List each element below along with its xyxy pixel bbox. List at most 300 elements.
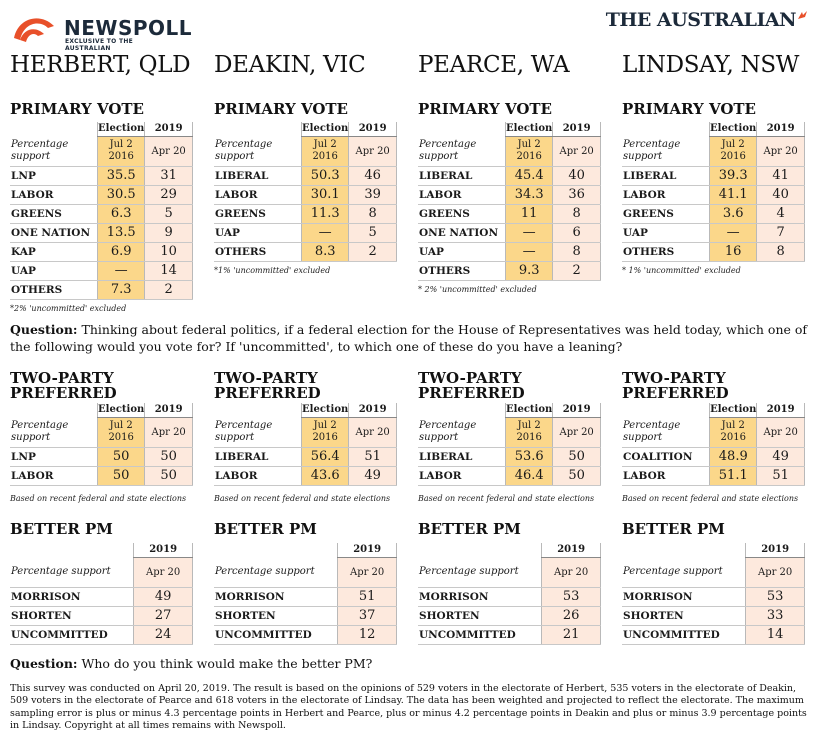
value-2016: 16	[710, 242, 757, 261]
value-2016: 50	[98, 466, 145, 485]
date-2019: Apr 20	[542, 557, 601, 587]
section-title-line-2: PREFERRED	[10, 384, 117, 402]
value-2016: 9.3	[506, 261, 553, 280]
row-label: UAP	[10, 261, 98, 280]
support-label: Percentage support	[418, 557, 542, 587]
header-blank	[418, 403, 506, 417]
results-table	[214, 403, 397, 486]
table-header-row	[418, 403, 601, 417]
value-2019: 5	[349, 223, 397, 242]
results-table	[10, 543, 193, 645]
header-year: 2019	[349, 122, 397, 136]
better-pm-section	[622, 522, 812, 645]
value-2016: 7.3	[98, 280, 145, 299]
section-title	[622, 371, 812, 401]
date-2019: Apr 20	[145, 417, 193, 447]
value-2016: —	[506, 223, 553, 242]
header-election: Election	[98, 123, 145, 135]
header-election: Election	[710, 123, 757, 135]
header-year: 2019	[134, 543, 193, 557]
header-election: Election	[98, 404, 145, 416]
table-row	[418, 242, 601, 261]
question-text: Who do you think would make the better PM?	[77, 656, 373, 671]
table-header-row	[10, 543, 193, 557]
support-row	[214, 136, 397, 166]
question-text: Thinking about federal politics, if a federal election for the House of Representatives was held today, which one of the following would you vote for? If 'uncommitted', to which one of these do you have a leaning?	[10, 322, 808, 354]
header-year: 2019	[145, 403, 193, 417]
table-row	[10, 587, 193, 606]
electorate-name: DEAKIN, VIC	[214, 52, 366, 78]
support-label: Percentage support	[214, 417, 302, 447]
value-2019: 5	[145, 204, 193, 223]
table-header-row	[214, 403, 397, 417]
row-label: OTHERS	[10, 280, 98, 299]
page-header	[0, 0, 818, 50]
logo-title: NEWSPOLL	[64, 16, 193, 40]
primary-vote-section	[214, 102, 404, 275]
value-2016: 45.4	[506, 166, 553, 185]
section-title-line-1: TWO-PARTY	[622, 369, 726, 387]
value-2016: —	[506, 242, 553, 261]
table-row	[214, 625, 397, 644]
value-2016: 3.6	[710, 204, 757, 223]
table-header-row	[622, 122, 805, 136]
support-row	[10, 136, 193, 166]
header-blank	[622, 122, 710, 136]
table-row	[10, 261, 193, 280]
row-label: LABOR	[622, 466, 710, 485]
electorate-name: HERBERT, QLD	[10, 52, 191, 78]
row-label: LIBERAL	[214, 166, 302, 185]
row-label: LIBERAL	[418, 166, 506, 185]
row-label: LABOR	[418, 185, 506, 204]
question-lead: Question:	[10, 656, 78, 671]
value-2016: —	[302, 223, 349, 242]
header-year: 2019	[542, 543, 601, 557]
results-table	[622, 543, 805, 645]
row-label: LIBERAL	[622, 166, 710, 185]
date-2016: Jul 2 2016	[506, 136, 553, 166]
primary-note: * 2% 'uncommitted' excluded	[418, 284, 537, 294]
table-row	[418, 223, 601, 242]
table-row	[10, 625, 193, 644]
value-2016: 11	[506, 204, 553, 223]
electorate-name: LINDSAY, NSW	[622, 52, 800, 78]
value-2019: 39	[349, 185, 397, 204]
support-label: Percentage support	[214, 136, 302, 166]
support-label: Percentage support	[214, 557, 338, 587]
question-better-pm	[10, 655, 810, 672]
section-title: PRIMARY VOTE	[622, 100, 756, 118]
section-title	[418, 371, 608, 401]
section-title	[214, 371, 404, 401]
row-label: UAP	[214, 223, 302, 242]
table-row	[214, 587, 397, 606]
header-year: 2019	[349, 403, 397, 417]
table-row	[418, 166, 601, 185]
value-2019: 51	[338, 587, 397, 606]
value-2019: 51	[757, 466, 805, 485]
table-row	[214, 466, 397, 485]
table-row	[214, 223, 397, 242]
table-row	[418, 587, 601, 606]
value-2016: 53.6	[506, 447, 553, 466]
electorate-column	[622, 50, 812, 642]
results-table	[214, 543, 397, 645]
date-2016: Jul 2 2016	[710, 136, 757, 166]
header-blank	[418, 122, 506, 136]
results-table	[10, 122, 193, 300]
two-party-preferred-section	[10, 371, 200, 503]
header-blank	[214, 122, 302, 136]
table-row	[622, 242, 805, 261]
tpp-note: Based on recent federal and state elections	[418, 493, 595, 503]
support-label: Percentage support	[418, 417, 506, 447]
row-label: SHORTEN	[622, 606, 746, 625]
results-table	[214, 122, 397, 262]
results-table	[418, 543, 601, 645]
support-row	[418, 136, 601, 166]
table-row	[622, 625, 805, 644]
row-label: MORRISON	[214, 587, 338, 606]
date-2019: Apr 20	[553, 417, 601, 447]
header-election: Election	[506, 404, 553, 416]
row-label: MORRISON	[418, 587, 542, 606]
row-label: LABOR	[418, 466, 506, 485]
date-2019: Apr 20	[553, 136, 601, 166]
value-2019: 50	[553, 466, 601, 485]
support-label: Percentage support	[10, 557, 134, 587]
publication-name: THE AUSTRALIAN	[605, 9, 796, 31]
tpp-note: Based on recent federal and state elections	[214, 493, 391, 503]
section-title	[10, 371, 200, 401]
row-label: GREENS	[418, 204, 506, 223]
support-row	[622, 136, 805, 166]
table-row	[10, 223, 193, 242]
section-title: PRIMARY VOTE	[214, 100, 348, 118]
table-row	[418, 625, 601, 644]
electorate-name: PEARCE, WA	[418, 52, 570, 78]
section-title-line-1: TWO-PARTY	[418, 369, 522, 387]
table-header-row	[214, 122, 397, 136]
two-party-preferred-section	[622, 371, 812, 503]
value-2016: 30.1	[302, 185, 349, 204]
row-label: KAP	[10, 242, 98, 261]
value-2019: 50	[145, 447, 193, 466]
primary-note: * 1% 'uncommitted' excluded	[622, 265, 741, 275]
value-2019: 8	[553, 204, 601, 223]
value-2016: 30.5	[98, 185, 145, 204]
row-label: UNCOMMITTED	[10, 625, 134, 644]
value-2019: 49	[134, 587, 193, 606]
two-party-preferred-section	[214, 371, 404, 503]
electorate-column	[418, 50, 608, 642]
date-2019: Apr 20	[757, 136, 805, 166]
value-2019: 14	[746, 625, 805, 644]
table-row	[214, 447, 397, 466]
value-2019: 50	[553, 447, 601, 466]
date-2019: Apr 20	[757, 417, 805, 447]
row-label: UAP	[622, 223, 710, 242]
bird-icon	[797, 10, 808, 21]
table-row	[10, 447, 193, 466]
table-row	[10, 185, 193, 204]
table-row	[622, 166, 805, 185]
header-blank	[214, 543, 338, 557]
header-year: 2019	[553, 122, 601, 136]
table-row	[10, 606, 193, 625]
newspoll-logo	[10, 10, 193, 52]
value-2019: 24	[134, 625, 193, 644]
row-label: ONE NATION	[418, 223, 506, 242]
results-table	[622, 403, 805, 486]
row-label: UNCOMMITTED	[214, 625, 338, 644]
primary-note: *2% 'uncommitted' excluded	[10, 303, 127, 313]
value-2016: 8.3	[302, 242, 349, 261]
row-label: LNP	[10, 166, 98, 185]
newspoll-mark-icon	[10, 12, 58, 46]
two-party-preferred-section	[418, 371, 608, 503]
results-table	[622, 122, 805, 262]
value-2016: 6.3	[98, 204, 145, 223]
date-2016: Jul 2 2016	[302, 417, 349, 447]
value-2019: 53	[542, 587, 601, 606]
value-2016: 35.5	[98, 166, 145, 185]
header-blank	[10, 122, 98, 136]
value-2016: 46.4	[506, 466, 553, 485]
value-2016: 13.5	[98, 223, 145, 242]
value-2019: 2	[553, 261, 601, 280]
value-2019: 51	[349, 447, 397, 466]
date-2019: Apr 20	[338, 557, 397, 587]
row-label: UNCOMMITTED	[622, 625, 746, 644]
section-title: PRIMARY VOTE	[418, 100, 552, 118]
value-2019: 53	[746, 587, 805, 606]
row-label: SHORTEN	[10, 606, 134, 625]
support-row	[622, 417, 805, 447]
value-2016: 11.3	[302, 204, 349, 223]
value-2016: 6.9	[98, 242, 145, 261]
value-2016: 41.1	[710, 185, 757, 204]
row-label: LIBERAL	[418, 447, 506, 466]
value-2019: 40	[553, 166, 601, 185]
header-year: 2019	[757, 122, 805, 136]
header-year: 2019	[757, 403, 805, 417]
header-blank	[214, 403, 302, 417]
table-row	[418, 185, 601, 204]
section-title-line-2: PREFERRED	[622, 384, 729, 402]
header-year: 2019	[338, 543, 397, 557]
date-2016: Jul 2 2016	[710, 417, 757, 447]
value-2019: 14	[145, 261, 193, 280]
section-title-line-2: PREFERRED	[418, 384, 525, 402]
value-2019: 27	[134, 606, 193, 625]
support-row	[10, 417, 193, 447]
table-header-row	[418, 543, 601, 557]
value-2019: 33	[746, 606, 805, 625]
table-row	[622, 606, 805, 625]
date-2019: Apr 20	[134, 557, 193, 587]
value-2016: 39.3	[710, 166, 757, 185]
tpp-note: Based on recent federal and state elections	[622, 493, 799, 503]
row-label: OTHERS	[622, 242, 710, 261]
better-pm-section	[418, 522, 608, 645]
support-label: Percentage support	[622, 557, 746, 587]
electorate-column	[214, 50, 404, 642]
table-row	[622, 185, 805, 204]
support-row	[10, 557, 193, 587]
support-row	[622, 557, 805, 587]
support-row	[418, 417, 601, 447]
table-row	[214, 204, 397, 223]
table-row	[10, 204, 193, 223]
table-row	[622, 447, 805, 466]
value-2019: 21	[542, 625, 601, 644]
row-label: GREENS	[622, 204, 710, 223]
value-2016: 51.1	[710, 466, 757, 485]
value-2016: —	[710, 223, 757, 242]
table-row	[622, 466, 805, 485]
date-2016: Jul 2 2016	[506, 417, 553, 447]
row-label: LNP	[10, 447, 98, 466]
value-2019: 29	[145, 185, 193, 204]
value-2019: 49	[757, 447, 805, 466]
header-election: Election	[302, 123, 349, 135]
value-2019: 49	[349, 466, 397, 485]
row-label: COALITION	[622, 447, 710, 466]
logo-subtitle: EXCLUSIVE TO THE AUSTRALIAN	[65, 38, 134, 52]
value-2019: 40	[757, 185, 805, 204]
value-2019: 12	[338, 625, 397, 644]
support-row	[214, 557, 397, 587]
support-row	[214, 417, 397, 447]
primary-vote-section	[10, 102, 200, 313]
row-label: LABOR	[622, 185, 710, 204]
table-header-row	[418, 122, 601, 136]
support-label: Percentage support	[622, 417, 710, 447]
results-table	[418, 403, 601, 486]
table-row	[10, 166, 193, 185]
section-title: BETTER PM	[418, 520, 521, 538]
primary-note: *1% 'uncommitted' excluded	[214, 265, 331, 275]
value-2019: 6	[553, 223, 601, 242]
section-title-line-2: PREFERRED	[214, 384, 321, 402]
table-header-row	[10, 122, 193, 136]
table-row	[10, 280, 193, 299]
value-2019: 7	[757, 223, 805, 242]
table-row	[214, 166, 397, 185]
table-row	[418, 606, 601, 625]
header-blank	[418, 543, 542, 557]
value-2019: 26	[542, 606, 601, 625]
support-label: Percentage support	[10, 136, 98, 166]
row-label: MORRISON	[622, 587, 746, 606]
table-row	[10, 242, 193, 261]
value-2016: 56.4	[302, 447, 349, 466]
primary-vote-section	[622, 102, 812, 275]
support-label: Percentage support	[10, 417, 98, 447]
value-2019: 31	[145, 166, 193, 185]
results-table	[418, 122, 601, 281]
row-label: LABOR	[214, 185, 302, 204]
row-label: UAP	[418, 242, 506, 261]
value-2019: 9	[145, 223, 193, 242]
value-2019: 2	[145, 280, 193, 299]
section-title-line-1: TWO-PARTY	[10, 369, 114, 387]
support-row	[418, 557, 601, 587]
tpp-note: Based on recent federal and state elections	[10, 493, 187, 503]
section-title: PRIMARY VOTE	[10, 100, 144, 118]
table-row	[622, 587, 805, 606]
value-2019: 8	[553, 242, 601, 261]
table-header-row	[622, 403, 805, 417]
date-2019: Apr 20	[746, 557, 805, 587]
question-lead: Question:	[10, 322, 78, 337]
value-2019: 46	[349, 166, 397, 185]
header-blank	[622, 403, 710, 417]
section-title-line-1: TWO-PARTY	[214, 369, 318, 387]
header-election: Election	[302, 404, 349, 416]
table-row	[418, 466, 601, 485]
table-header-row	[10, 403, 193, 417]
header-blank	[622, 543, 746, 557]
value-2019: 10	[145, 242, 193, 261]
table-header-row	[214, 543, 397, 557]
table-row	[622, 223, 805, 242]
better-pm-section	[214, 522, 404, 645]
table-header-row	[622, 543, 805, 557]
better-pm-section	[10, 522, 200, 645]
value-2019: 36	[553, 185, 601, 204]
value-2019: 41	[757, 166, 805, 185]
table-row	[214, 242, 397, 261]
methodology-footer: This survey was conducted on April 20, 2019. The result is based on the opinions of 529 voters in the electorate of Herbert, 535 voters in the electorate of Deakin, 509 voters in the electorate of Pearce and 618 voters in the electorate of Lindsay. The data has been weighted and projected to reflect the electorate. The maximum sampling error is plus or minus 4.3 percentage points in Herbert and Pearce, plus or minus 4.2 percentage points in Deakin and plus or minus 3.9 percentage points in Lindsay. Copyright at all times remains with Newspoll.	[10, 683, 807, 732]
header-year: 2019	[746, 543, 805, 557]
support-label: Percentage support	[622, 136, 710, 166]
section-title: BETTER PM	[10, 520, 113, 538]
value-2016: 48.9	[710, 447, 757, 466]
primary-vote-section	[418, 102, 608, 294]
question-primary	[10, 321, 810, 355]
section-title: BETTER PM	[214, 520, 317, 538]
value-2019: 8	[349, 204, 397, 223]
row-label: LABOR	[214, 466, 302, 485]
date-2019: Apr 20	[349, 417, 397, 447]
row-label: MORRISON	[10, 587, 134, 606]
table-row	[214, 185, 397, 204]
header-election: Election	[506, 123, 553, 135]
row-label: ONE NATION	[10, 223, 98, 242]
value-2016: 34.3	[506, 185, 553, 204]
value-2016: —	[98, 261, 145, 280]
table-row	[418, 261, 601, 280]
section-title: BETTER PM	[622, 520, 725, 538]
row-label: GREENS	[10, 204, 98, 223]
row-label: SHORTEN	[418, 606, 542, 625]
results-table	[10, 403, 193, 486]
date-2019: Apr 20	[145, 136, 193, 166]
table-row	[622, 204, 805, 223]
support-label: Percentage support	[418, 136, 506, 166]
value-2019: 8	[757, 242, 805, 261]
table-row	[418, 204, 601, 223]
value-2019: 2	[349, 242, 397, 261]
row-label: GREENS	[214, 204, 302, 223]
table-row	[418, 447, 601, 466]
date-2016: Jul 2 2016	[302, 136, 349, 166]
date-2019: Apr 20	[349, 136, 397, 166]
row-label: SHORTEN	[214, 606, 338, 625]
